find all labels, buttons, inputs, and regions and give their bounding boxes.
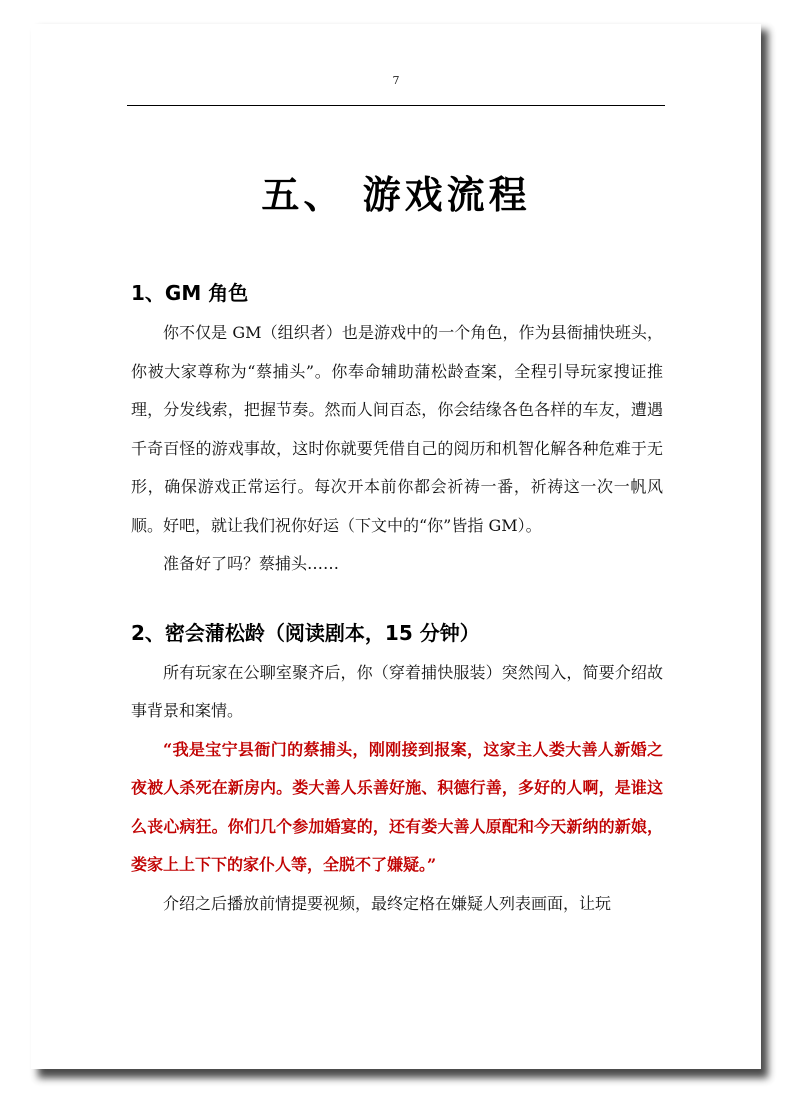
paragraph-video-instruction: 介绍之后播放前情提要视频，最终定格在嫌疑人列表画面，让玩 (163, 893, 612, 913)
section-heading-gm-role: 1、GM 角色 (131, 281, 249, 305)
paragraph-gm-role-description: 你不仅是 GM（组织者）也是游戏中的一个角色，作为县衙捕快班头，你被大家尊称为“蔡捕头”。你奉命辅助蒲松龄查案，全程引导玩家搜证推理，分发线索，把握节奏。然而人间百态，你会结缘各色各样的车友，遭遇千奇百怪的游戏事故，这时你就要凭借自己的阅历和机智化解各种危难于无形，确保游戏正常运行。每次开本前你都会祈祷一番，祈祷这一次一帆风顺。好吧，就让我们祝你好运（下文中的“你”皆指 GM）。 (131, 323, 663, 535)
section-heading-meeting: 2、密会蒲松龄（阅读剧本，15 分钟） (131, 620, 480, 645)
chapter-title: 五、 游戏流程 (261, 172, 531, 217)
page-content (131, 274, 663, 923)
paragraph-ready-prompt: 准备好了吗？蔡捕头…… (163, 554, 340, 573)
paragraph-constable-speech: “我是宝宁县衙门的蔡捕头，刚刚接到报案，这家主人娄大善人新婚之夜被人杀死在新房内。娄大善人乐善好施、积德行善，多好的人啊，是谁这么丧心病狂。你们几个参加婚宴的，还有娄大善人原配和今天新纳的新娘，娄家上上下下的家仆人等，全脱不了嫌疑。” (131, 739, 663, 874)
page-number: 7 (392, 74, 400, 87)
paragraph-meeting-intro: 所有玩家在公聊室聚齐后，你（穿着捕快服装）突然闯入，简要介绍故事背景和案情。 (131, 662, 663, 720)
header-rule (127, 105, 665, 106)
document-page (31, 24, 761, 1069)
